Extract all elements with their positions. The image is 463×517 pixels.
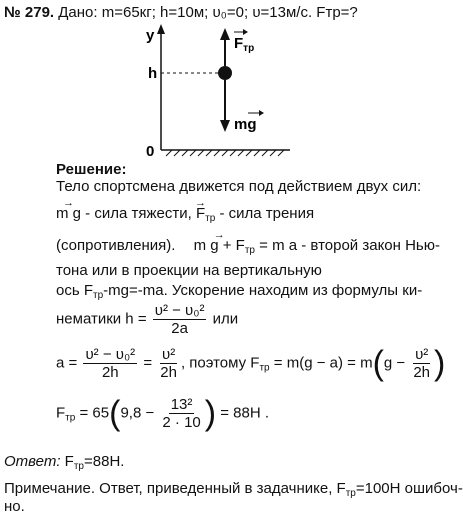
equals-sign: = [143,354,153,372]
f-sub: тр [65,412,76,424]
zero-label: 0 [146,143,155,160]
note-text-a: Примечание. Ответ, приведенный в задачнике, F [4,480,346,497]
kinematics-text: -mg=-ma. Ускорение находим из формулы ки- [103,282,423,299]
friction-sub: тр [205,213,216,224]
friction-vector: → F [196,205,205,223]
note-line-2: но. [4,498,25,515]
a-fraction-1-den: 2h [101,364,119,381]
friction-vector-tip [243,29,248,35]
therefore-text: , поэтому F [180,354,260,372]
y-axis-arrow [157,24,165,34]
answer-value: =88Н. [84,453,125,470]
mg-vector: → m g [56,205,81,223]
solution-line-3 [56,237,440,260]
a-fraction-2 [158,346,179,381]
solution-line-1: Тело спортсмена движется под действием двух сил: [56,178,422,195]
answer-f: F [60,453,74,470]
gravity-vector-tip [259,110,264,116]
body-dot [218,66,232,80]
friction-sub-2: тр [259,362,270,374]
mass-value: = 65 [75,404,110,422]
a-fraction-3-num: υ² [415,346,429,363]
a-fraction-3 [411,346,432,381]
gravity-text: - сила тяжести, [81,205,196,222]
f-label: F [56,404,66,422]
friction-text: - сила трения [215,205,315,222]
newton-sub: тр [244,245,255,256]
solution-line-8: $F_{тр} = 65(9,8$ − $\frac{\text{13²}}{2 \cdot 10}$ ) = 88Н . [56,394,270,433]
a-fraction-1-num: υ² − υ₀² [85,346,136,363]
ground-hatch [166,150,284,156]
numeric-fraction [160,396,202,431]
solution-line-7: a = $\frac{\text{υ² − υ₀²}}{2h}$ = $\frac{\text{υ²}}{2h}$ , поэтому $F_{тр} = m(g - a) = m(g$ − $\frac{\text{υ²}}{2h}$ ) [56,344,446,383]
force-diagram [140,22,320,162]
friction-label: $F_{тр}$ [234,35,255,54]
answer [4,453,124,476]
numeric-fraction-den: 2 · 10 [162,414,201,431]
answer-sub: тр [73,461,84,472]
note-line-1 [4,480,463,503]
a-fraction-3-den: 2h [413,364,431,381]
projection-sub: тр [93,290,104,301]
projection-text: ось F [56,282,93,299]
friction-arrowhead [220,28,230,40]
resistance-text: (сопротивления). [56,237,176,254]
a-fraction-2-den: 2h [160,364,177,381]
g-minus: g − [383,354,406,372]
h-formula-label: нематики h = [56,310,147,328]
a-label: a = [56,354,78,372]
solution-line-4: тона или в проекции на вертикальную [56,262,322,279]
h-fraction-num: υ² − υ₀² [154,302,205,319]
result-text: = 88Н . [216,404,270,422]
y-axis-label: y [146,27,155,44]
a-fraction-2-num: υ² [162,346,176,363]
gravity-label: mg [234,116,257,133]
answer-label: Ответ: [4,453,61,470]
note-sub: тр [345,488,356,499]
newton-text: = m a - второй закон Нью- [255,237,440,254]
solution-line-2 [56,205,314,228]
problem-given: Дано: m=65кг; h=10м; υ₀=0; υ=13м/с. Fтр=? [58,4,358,21]
problem-header [4,4,358,22]
h-fraction-den: 2a [171,320,188,337]
or-text: или [212,310,239,328]
h-label: h [148,65,158,82]
note-text-b: =100Н ошибоч- [355,480,463,497]
newton-equation: → m g + F [194,237,245,255]
g-value: 9,8 − [120,404,155,422]
solution-line-6 [56,302,238,337]
a-fraction-1 [83,346,137,381]
solution-heading: Решение: [56,161,127,178]
h-fraction [153,302,207,337]
gravity-arrowhead [220,120,230,132]
problem-number: № 279. [4,4,55,21]
friction-formula: = m(g − a) = m [269,354,373,372]
numeric-fraction-num: 13² [170,396,193,413]
